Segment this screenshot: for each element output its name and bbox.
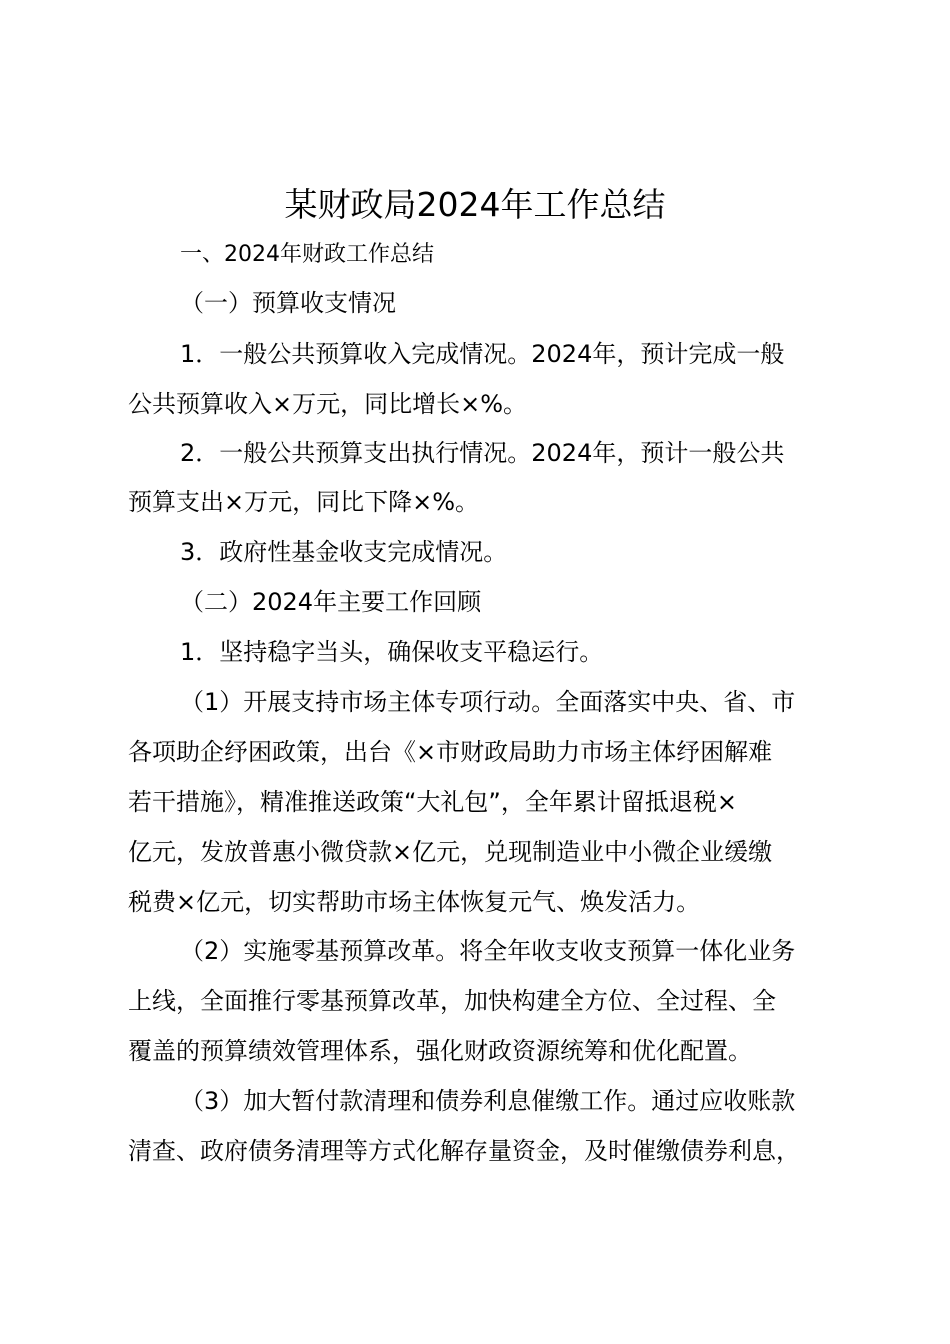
paragraph-line: 清查、政府债务清理等方式化解存量资金，及时催缴债券利息， <box>128 1137 800 1165</box>
paragraph-line: 公共预算收入×万元，同比增长×%。 <box>128 390 528 418</box>
paragraph-line: （2）实施零基预算改革。将全年收支收支预算一体化业务 <box>180 937 796 965</box>
paragraph-line: 亿元，发放普惠小微贷款×亿元，兑现制造业中小微企业缓缴 <box>128 838 773 866</box>
paragraph-line: 2．一般公共预算支出执行情况。2024年，预计一般公共 <box>180 439 785 467</box>
paragraph-line: 各项助企纾困政策，出台《×市财政局助力市场主体纾困解难 <box>128 738 773 766</box>
paragraph-line: 预算支出×万元，同比下降×%。 <box>128 488 480 516</box>
document-title: 某财政局2024年工作总结 <box>284 185 666 224</box>
paragraph-line: 覆盖的预算绩效管理体系，强化财政资源统筹和优化配置。 <box>128 1037 752 1065</box>
subsection-heading-1: （一）预算收支情况 <box>180 289 396 317</box>
paragraph-line: 1．一般公共预算收入完成情况。2024年，预计完成一般 <box>180 340 785 368</box>
paragraph-line: （3）加大暂付款清理和债券利息催缴工作。通过应收账款 <box>180 1087 796 1115</box>
paragraph-line: 3．政府性基金收支完成情况。 <box>180 538 508 566</box>
paragraph-line: 税费×亿元，切实帮助市场主体恢复元气、焕发活力。 <box>128 888 701 916</box>
paragraph-line: （1）开展支持市场主体专项行动。全面落实中央、省、市 <box>180 688 796 716</box>
paragraph-line: 1．坚持稳字当头，确保收支平稳运行。 <box>180 638 604 666</box>
section-heading-1: 一、2024年财政工作总结 <box>180 242 434 267</box>
subsection-heading-2: （二）2024年主要工作回顾 <box>180 588 482 616</box>
paragraph-line: 若干措施》，精准推送政策“大礼包”，全年累计留抵退税× <box>128 788 737 816</box>
paragraph-line: 上线，全面推行零基预算改革，加快构建全方位、全过程、全 <box>128 987 776 1015</box>
